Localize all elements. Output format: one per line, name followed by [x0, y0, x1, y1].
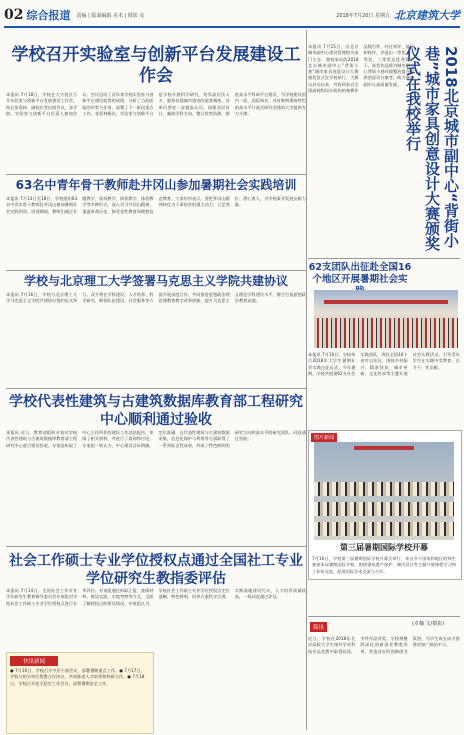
group-photo	[314, 290, 458, 348]
headline-summer-practice: 62支团队出征赴全国16个地区开展暑期社会实	[308, 262, 412, 285]
divider	[6, 270, 306, 271]
audience-row	[314, 482, 454, 496]
headline-database-center: 学校代表性建筑与古建筑数据库教育部工程研究中心顺利通过验收	[9, 394, 303, 428]
brief-body: 近日，学校在2018年北京高校大学生课外学术科技作品竞赛中取得佳绩，多件作品获奖。学校将继续深化创新创业教育改革，营造良好的创新创业氛围，为学生成长成才搭建更加广阔的平台。	[308, 636, 460, 654]
article-body: 本报讯 7月13日至18日，学校组织63名中青年骨干教师赴井冈山参加暑期社会实践培训。培训期间，教师们通过专题教学、现场教学、情景教学、体验教学等多种形式，深入学习井冈山精神，重温革命历史，接受党性教育和理想信念教育。大家纷纷表示，要把井冈山精神转化为干事创业的强大动力，立足岗位、潜心育人，为学校事业发展贡献力量。	[6, 196, 306, 214]
audience-row	[314, 502, 454, 516]
photo-banner	[324, 300, 448, 304]
article-body: 本报讯 7月14日，全国社会工作专业学位研究生教育指导委员会专家组对学校社会工作硕士专业学位授权点进行专项评估。专家组通过听取汇报、查阅材料、座谈交流、实地考察等方式，全面了解授权点的建设情况。专家组认为，学校社会工作硕士专业学位授权点定位清晰，特色鲜明，培养方案科学合理，实践基地建设扎实，人才培养质量较高，一致同意通过评估。	[6, 588, 306, 606]
brief-tag: 简讯	[310, 622, 327, 632]
headline-design-contest: 2018北京城市副中心“背街小巷”城市家具创意设计大赛颁奖仪式在我校举行	[404, 46, 460, 251]
article-body: 本报讯 7月10日，学校举行2018年大学生暑期社会实践出征仪式。今年暑期，学校共组建62支社会实践团队，奔赴全国16个省市自治区，围绕乡村振兴、精准扶贫、城市更新、文化传承等主题开展社会实践活动，引导青年学生在实践中受教育、长才干、作贡献。	[308, 352, 460, 376]
photo-byline: (卓楠 文/摄影)	[412, 621, 445, 627]
header-right	[336, 7, 460, 23]
news-flash-title: 快讯新闻	[10, 656, 58, 666]
issue-date: 2018年7月20日 星期五	[336, 12, 390, 19]
headline-social-work: 社会工作硕士专业学位授权点通过全国社工专业学位研究生教指委评估	[9, 553, 303, 587]
divider	[308, 616, 460, 617]
divider	[6, 174, 306, 175]
news-flash-text: ● 7月16日，学校召开中层干部会议，部署暑期重点工作。● 7月17日，学校与相关单位签署合作协议，共同推进人才培养和科研合作。● 7月18日，学校召开安全稳定工作会议，部署暑期安全工作。	[10, 668, 145, 686]
divider	[6, 546, 306, 547]
photo-crowd	[314, 318, 458, 348]
section-title: 综合报道	[26, 9, 71, 22]
article-body: 本报讯 7月18日，学校在大兴校区召开实验室与创新平台发展建设工作会。校长张爱林、副校长等出席会议，各学院、实验室与创新平台负责人参加会议。会议总结了近年来学校实验室与创新平台建设取得的成绩，分析了当前面临的形势与任务，部署了下一阶段重点工作。张爱林指出，实验室与创新平台是学校开展科学研究、培养高层次人才、服务首都城市建设的重要载体，各单位要进一步提高认识，加强顶层设计，凝练学科方向，整合优势资源，推进高水平科研平台建设，为学校建设国内一流、国际知名、具有鲜明建筑特色的高水平开放式研究型建筑大学提供有力支撑。	[6, 92, 306, 116]
headline-jinggangshan: 63名中青年骨干教师赴井冈山参加暑期社会实践培训	[15, 178, 297, 192]
headline-bit-agreement: 学校与北京理工大学签署马克思主义学院共建协议	[23, 274, 288, 288]
article-body: 本报讯 7月15日，由北京城市副中心建设管理相关部门主办、我校承办的2018北京城市副中心“背街小巷”城市家具创意设计大赛颁奖仪式在学校举行。大赛自启动以来，共收到来自全国高校和设计机构的参赛作品数百件，经过初评、复评和终评，评选出一等奖、二等奖、三等奖及优秀奖若干。获奖作品将为城市副中心背街小巷环境整治提升提供创意设计参考，助力城市副中心高质量发展。	[308, 44, 414, 94]
masthead-brand: 北京建筑大学	[394, 9, 460, 22]
page-header	[4, 4, 460, 28]
page-number: 02	[4, 7, 24, 23]
article-body: 本报讯 7月16日，学校与北京理工大学马克思主义学院共建协议签约仪式举行。双方将在学科建设、人才培养、科学研究、师资队伍建设、社会服务等方面开展深度合作，共同推进思想政治理论课教育教学改革创新，提升马克思主义理论学科建设水平，携手打造思想政治教育高地。	[6, 292, 306, 304]
headline-lab-platform: 学校召开实验室与创新平台发展建设工作会	[11, 45, 301, 87]
photo-caption: 第三届暑期国际学校开幕	[340, 543, 428, 552]
stage-banner	[354, 446, 414, 450]
editor-meta: 责编 | 版面编辑 美术 | 摄影 及	[76, 12, 145, 19]
article-body: 本报讯 近日，教育部组织专家对学校代表性建筑与古建筑数据库教育部工程研究中心进行建设验收。专家组听取了中心主任所作的建设工作总结报告，审阅了相关材料，并进行了质询和讨论。专家组一致认为，中心建设目标明确，定位准确，在代表性建筑与古建筑数据采集、信息化保护与利用等方面取得了一系列标志性成果，形成了特色鲜明的研究方向和高水平的研究团队，同意通过验收。	[6, 430, 306, 448]
auditorium-photo	[314, 442, 454, 540]
photo-news-tag: 图片新闻	[311, 433, 337, 442]
photo-caption-text: 7月16日，学校第三届暑期国际学校开幕式举行。来自多个国家和地区的师生参加本届暑期国际学校，围绕建筑遗产保护、城市设计等主题开展课程学习和工作坊交流，促进国际学术交流与合作。	[312, 556, 456, 574]
column-divider	[306, 30, 307, 730]
divider	[6, 388, 306, 389]
audience-row	[314, 522, 454, 536]
